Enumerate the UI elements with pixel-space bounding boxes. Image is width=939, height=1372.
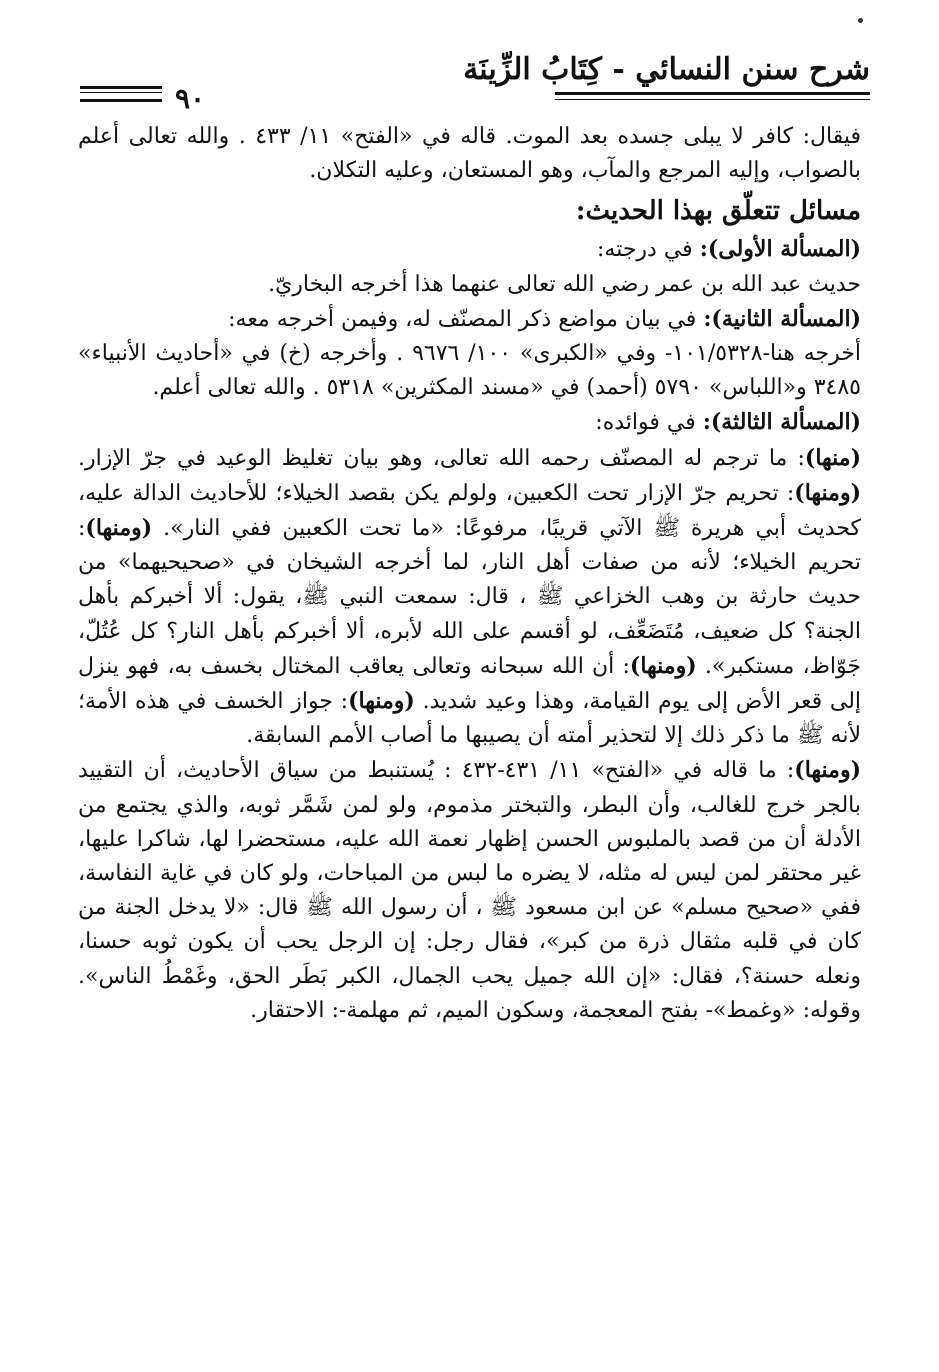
question-1-body: حديث عبد الله بن عمر رضي الله تعالى عنهما هذا أخرجه البخاريّ. [268,271,861,297]
final-benefit-paragraph [78,753,861,1028]
question-1-title: في درجته: [596,237,700,263]
scan-speck [858,18,863,23]
header-ornament-rule [80,86,162,102]
benefit-3-text: : تحريم الخيلاء؛ لأنه من صفات أهل النار، لما أخرجه الشيخان في «صحيحيهما» من حديث حارثة بن وهب الخزاعي ﷺ ، قال: سمعت النبي ﷺ، يقول: ألا أخبركم بأهل الجنة؟ كل ضعيف، مُتَضَعِّف، لو أقسم على الله لأبره، ألا أخبركم بأهل النار؟ كل عُتُلّ، جَوّاظ، مستكبر». [78,516,861,679]
question-3 [78,405,861,440]
final-benefit-label: (ومنها) [794,757,861,784]
question-1-label: (المسألة الأولى): [699,236,861,263]
question-2-label: (المسألة الثانية): [703,305,861,332]
question-3-title: في فوائده: [595,410,703,436]
question-3-label: (المسألة الثالثة): [702,409,861,436]
benefit-2-text: : تحريم جرّ الإزار تحت الكعبين، ولولم يكن بقصد الخيلاء؛ للأحاديث الدالة عليه، كحديث أبي هريرة ﷺ الآتي قريبًا، مرفوعًا: «ما تحت الكعبين ففي النار». [78,480,861,542]
title-underline [555,92,870,100]
benefit-3-label: (ومنها) [85,515,153,542]
page-body [78,120,861,1028]
final-benefit-text: : ما قاله في «الفتح» ١١/ ٤٣١-٤٣٢ : يُستنبط من سياق الأحاديث، أن التقييد بالجر خرج للغالب، وأن البطر، والتبختر مذموم، ولو لمن شَمَّر ثوبه، والذي يجتمع من الأدلة أن من قصد بالملبوس الحسن إظهار نعمة الله عليه، مستحضرا لها، شاكرا عليها، غير محتقر لمن ليس له مثله، لا يضره ما لبس من المباحات، ولو كان في غاية النفاسة، ففي «صحيح مسلم» عن ابن مسعود ﷺ ، أن رسول الله ﷺ قال: «لا يدخل الجنة من كان في قلبه مثقال ذرة من كبر»، فقال رجل: إن الرجل يحب أن يكون ثوبه حسنا، ونعله حسنة؟، فقال: «إن الله جميل يحب الجمال، الكبر بَطَر الحق، وغَمْطُ الناس». وقوله: «وغمط»- بفتح المعجمة، وسكون الميم، ثم مهلمة-: الاحتقار. [78,758,861,1023]
question-1 [78,232,861,267]
question-2 [78,302,861,337]
page-number: ٩٠ [175,82,206,115]
section-heading: مسائل تتعلّق بهذا الحديث: [575,196,861,227]
benefit-4-label: (ومنها) [629,652,697,679]
benefit-5-text: : جواز الخسف في هذه الأمة؛ لأنه ﷺ ما ذكر ذلك إلا لتحذير أمته أن يصيبها ما أصاب الأمم السابقة. [78,689,861,749]
benefit-1-text: : ما ترجم له المصنّف رحمه الله تعالى، وهو بيان تغليظ الوعيد في جرّ الإزار. [78,445,805,471]
question-2-body: أخرجه هنا-١٠١/٥٣٢٨- وفي «الكبرى» ١٠٠/ ٩٦٧٦ . وأخرجه (خ) في «أحاديث الأنبياء» ٣٤٨٥ و«اللباس» ٥٧٩٠ (أحمد) في «مسند المكثرين» ٥٣١٨ . والله تعالى أعلم. [78,341,861,401]
running-title: شرح سنن النسائي - كِتَابُ الزِّينَة [463,52,870,87]
paragraph-intro: فيقال: كافر لا يبلى جسده بعد الموت. قاله في «الفتح» ١١/ ٤٣٣ . والله تعالى أعلم بالصواب، وإليه المرجع والمآب، وهو المستعان، وعليه التكلان. [78,124,861,184]
question-2-title: في بيان مواضع ذكر المصنّف له، وفيمن أخرجه معه: [228,306,704,332]
page-header [80,40,870,115]
benefit-1-label: (منها) [804,444,861,471]
benefit-2-label: (ومنها) [794,479,861,506]
benefits-paragraph [78,441,861,754]
benefit-5-label: (ومنها) [348,688,415,715]
benefit-4-text: : أن الله سبحانه وتعالى يعاقب المختال بخسف به، فهو ينزل إلى قعر الأض إلى يوم القيامة، وهذا وعيد شديد. [78,653,862,715]
